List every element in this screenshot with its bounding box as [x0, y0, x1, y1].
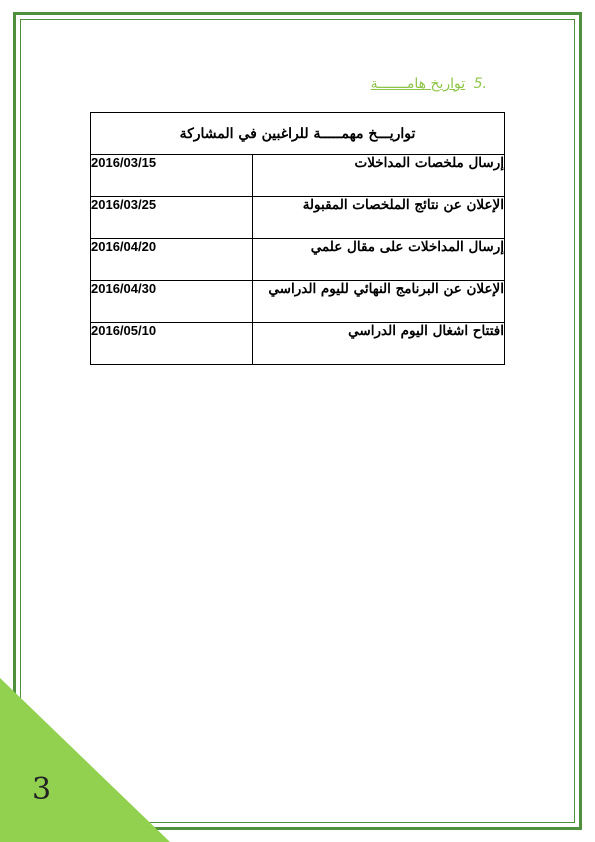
page-number: 3	[32, 772, 52, 807]
event-cell: إرسال المداخلات على مقال علمي	[253, 239, 505, 281]
important-dates-table	[90, 112, 505, 365]
date-cell: 2016/04/20	[91, 239, 253, 281]
section-title: تواريخ هامـــــــة	[370, 76, 466, 92]
date-cell: 2016/05/10	[91, 323, 253, 365]
date-cell: 2016/04/30	[91, 281, 253, 323]
event-cell: الإعلان عن نتائج الملخصات المقبولة	[253, 197, 505, 239]
table-row	[91, 323, 505, 365]
table-row	[91, 239, 505, 281]
date-cell: 2016/03/15	[91, 155, 253, 197]
section-heading	[371, 76, 487, 92]
event-cell: الإعلان عن البرنامج النهائي لليوم الدراسي	[253, 281, 505, 323]
table-title: تواريـــخ مهمـــــة للراغبين في المشاركة	[91, 113, 505, 155]
table-row	[91, 197, 505, 239]
event-cell: إرسال ملخصات المداخلات	[253, 155, 505, 197]
table-row	[91, 155, 505, 197]
section-number: .5	[473, 76, 487, 92]
table-header-row	[91, 113, 505, 155]
date-cell: 2016/03/25	[91, 197, 253, 239]
event-cell: افتتاح اشغال اليوم الدراسي	[253, 323, 505, 365]
table-row	[91, 281, 505, 323]
